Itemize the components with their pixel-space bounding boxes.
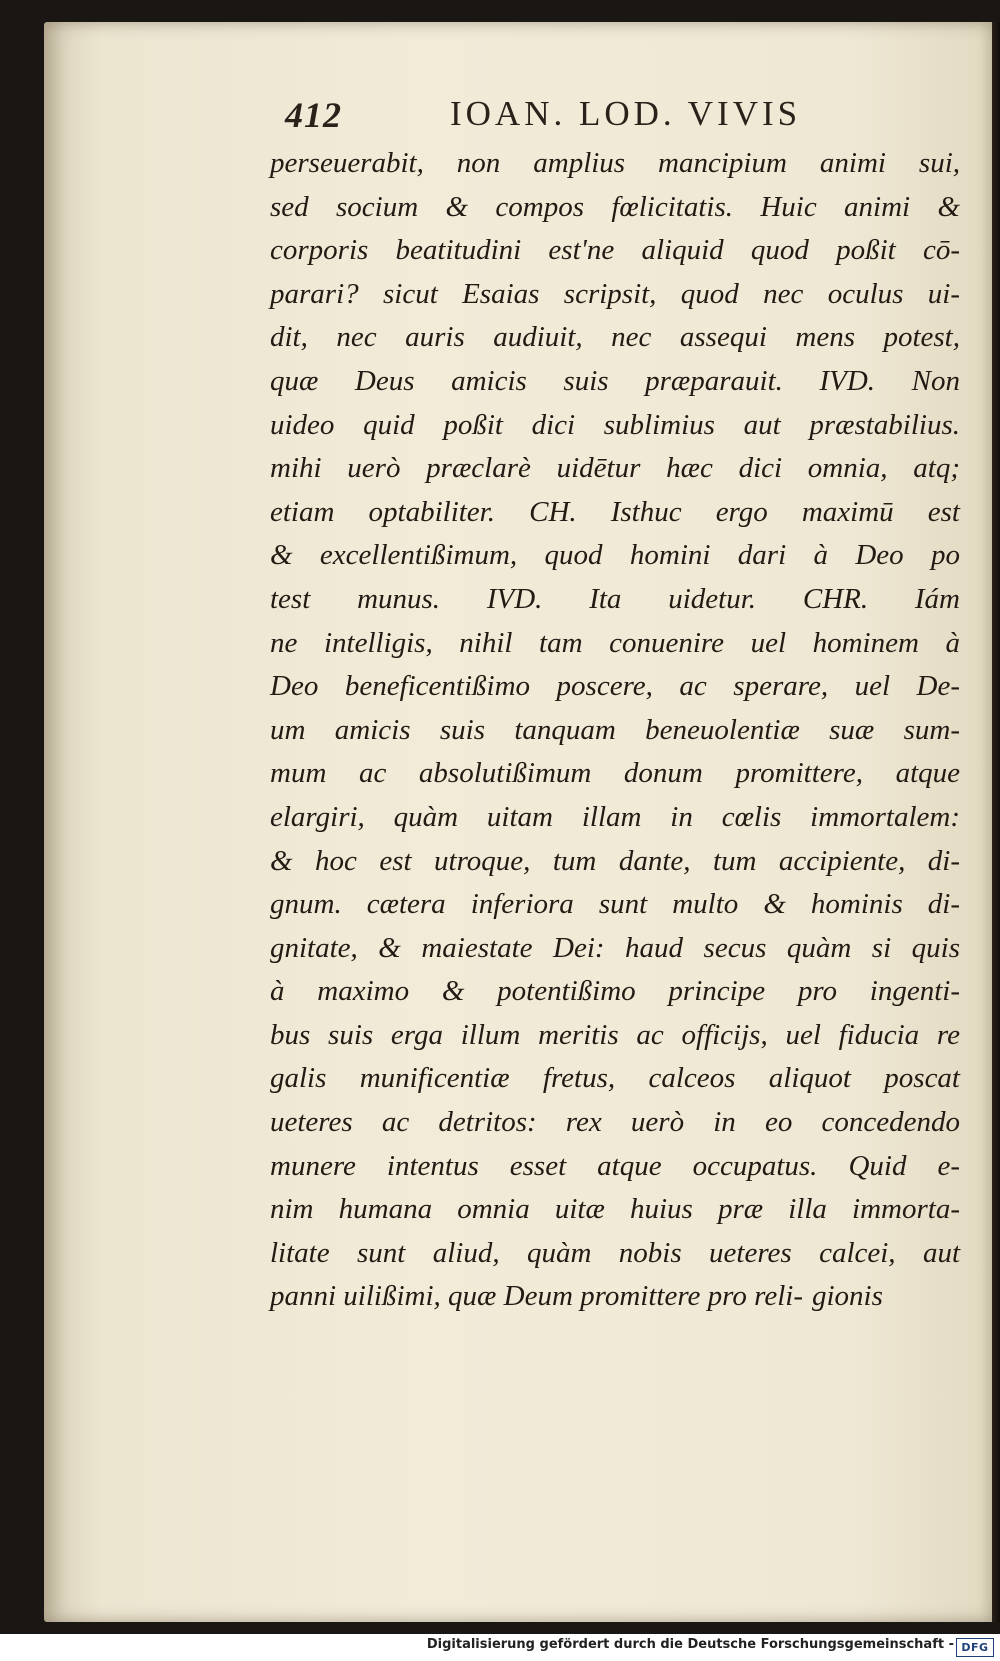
text-line: litate sunt aliud, quàm nobis ueteres calcei, aut (270, 1236, 960, 1269)
text-line: uideo quid poßit dici sublimius aut præstabilius. (270, 408, 960, 441)
text-line: quæ Deus amicis suis præparauit. IVD. Non (270, 364, 960, 397)
text-line: Deo beneficentißimo poscere, ac sperare, uel De- (270, 670, 960, 703)
text-line: corporis beatitudini est'ne aliquid quod poßit cō- (270, 234, 960, 267)
body-text (270, 142, 960, 1319)
text-line: bus suis erga illum meritis ac officijs, uel fiducia re (270, 1018, 960, 1051)
text-line: gnum. cætera inferiora sunt multo & hominis di- (270, 888, 960, 921)
text-line: & hoc est utroque, tum dante, tum accipiente, di- (270, 844, 960, 877)
text-line: sed socium & compos fœlicitatis. Huic animi & (270, 190, 960, 223)
catchword: gionis (812, 1280, 883, 1312)
dfg-logo: DFG (956, 1638, 994, 1657)
running-head (285, 94, 885, 138)
text-line: test munus. IVD. Ita uidetur. CHR. Iám (270, 582, 960, 615)
text-line: nim humana omnia uitæ huius præ illa immorta- (270, 1193, 960, 1226)
text-line: mihi uerò præclarè uidētur hæc dici omnia, atq; (270, 452, 960, 485)
text-line: ne intelligis, nihil tam conuenire uel hominem à (270, 626, 960, 659)
text-line: munere intentus esset atque occupatus. Quid e- (270, 1149, 960, 1182)
text-line: elargiri, quàm uitam illam in cœlis immortalem: (270, 800, 960, 833)
text-line: ueteres ac detritos: rex uerò in eo concedendo (270, 1106, 960, 1139)
text-line: perseuerabit, non amplius mancipium animi sui, (270, 147, 960, 179)
text-line: um amicis suis tanquam beneuolentiæ suæ sum- (270, 713, 960, 746)
text-line: dit, nec auris audiuit, nec assequi mens potest, (270, 321, 960, 354)
text-line: gnitate, & maiestate Dei: haud secus quàm si quis (270, 931, 960, 964)
text-line: & excellentißimum, quod homini dari à Deo po (270, 539, 960, 572)
footer-bar (0, 1634, 1000, 1661)
text-line: galis munificentiæ fretus, calceos aliquot poscat (270, 1062, 960, 1095)
text-line: mum ac absolutißimum donum promittere, atque (270, 757, 960, 790)
running-title: IOAN. LOD. VIVIS (450, 94, 802, 133)
text-line: à maximo & potentißimo principe pro ingenti- (270, 975, 960, 1008)
text-line: panni uilißimi, quæ Deum promittere pro reli- (270, 1280, 803, 1313)
text-line: etiam optabiliter. CH. Isthuc ergo maximū est (270, 495, 960, 528)
text-line: parari? sicut Esaias scripsit, quod nec oculus ui- (270, 277, 960, 310)
page-number: 412 (285, 95, 342, 135)
funding-credit: Digitalisierung gefördert durch die Deutsche Forschungsgemeinschaft - (426, 1637, 954, 1652)
